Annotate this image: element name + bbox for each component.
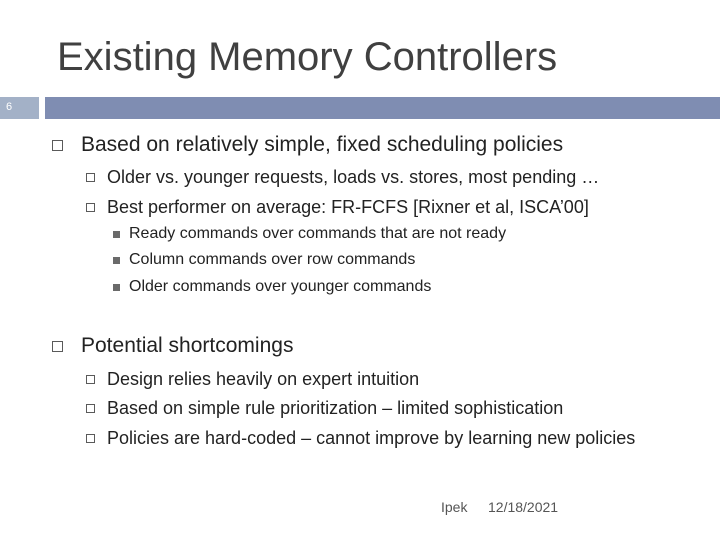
footer-author: Ipek	[441, 499, 468, 515]
hollow-square-bullet-icon	[86, 404, 95, 413]
footer-date: 12/18/2021	[488, 499, 559, 515]
bullet-level2: Design relies heavily on expert intuition	[107, 369, 420, 389]
hollow-square-bullet-icon	[86, 375, 95, 384]
hollow-square-bullet-icon	[86, 434, 95, 443]
hollow-square-bullet-icon	[86, 173, 95, 182]
bullet-level3: Ready commands over commands that are not ready	[129, 225, 507, 242]
filled-square-bullet-icon	[113, 231, 120, 238]
filled-square-bullet-icon	[113, 257, 120, 264]
bullet-level1: Potential shortcomings	[81, 334, 294, 357]
hollow-square-bullet-icon	[52, 140, 63, 151]
slide-number: 6	[6, 101, 13, 113]
bullet-level2: Based on simple rule prioritization – limited sophistication	[107, 398, 564, 418]
header-rule-right	[45, 97, 720, 119]
bullet-level2: Policies are hard-coded – cannot improve by learning new policies	[107, 428, 636, 448]
hollow-square-bullet-icon	[52, 341, 63, 352]
slide-title: Existing Memory Controllers	[57, 35, 558, 79]
bullet-level2: Older vs. younger requests, loads vs. stores, most pending …	[107, 167, 600, 187]
bullet-level1: Based on relatively simple, fixed scheduling policies	[81, 133, 564, 156]
filled-square-bullet-icon	[113, 284, 120, 291]
hollow-square-bullet-icon	[86, 203, 95, 212]
bullet-level3: Column commands over row commands	[129, 251, 416, 268]
bullet-level2: Best performer on average: FR-FCFS [Rixner et al, ISCA’00]	[107, 197, 589, 217]
bullet-level3: Older commands over younger commands	[129, 278, 432, 295]
